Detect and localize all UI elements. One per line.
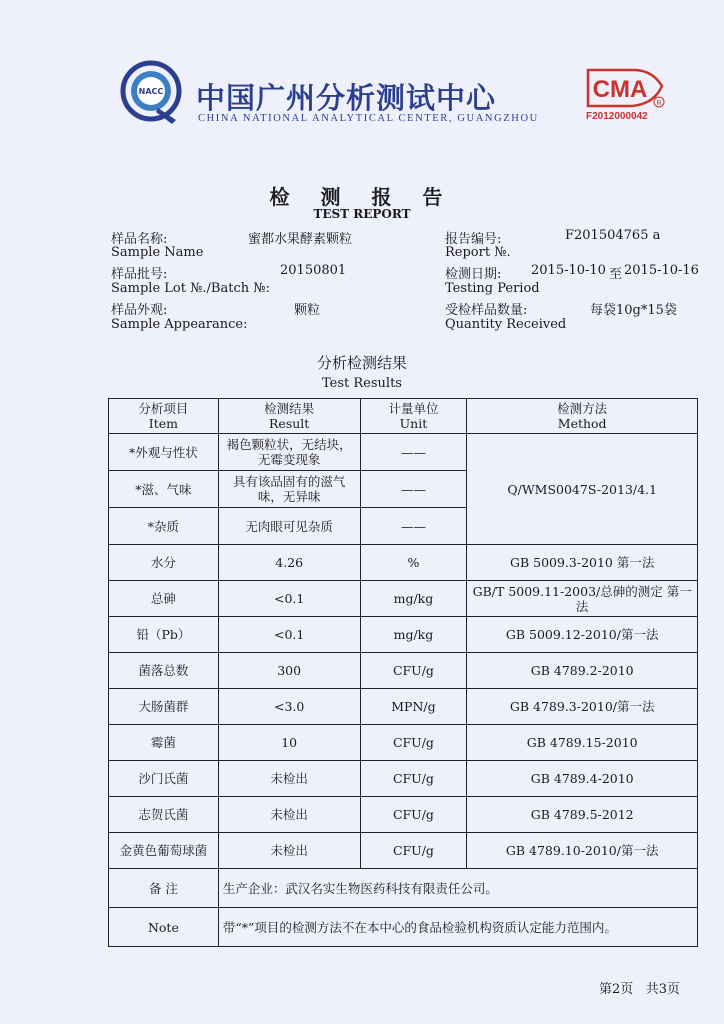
table-row <box>109 797 698 833</box>
cell-result: 300 <box>218 653 360 689</box>
results-title-cn: 分析检测结果 <box>316 354 407 372</box>
table-row <box>109 725 698 761</box>
cell-method: GB 4789.3-2010/第一法 <box>467 689 698 725</box>
results-title-en: Test Results <box>322 376 402 391</box>
cell-method: GB 4789.10-2010/第一法 <box>467 833 698 869</box>
table-header-row <box>109 399 698 434</box>
results-table <box>108 398 698 947</box>
header-method: 检测方法 Method <box>467 399 698 434</box>
cell-method-sensory: Q/WMS0047S-2013/4.1 <box>467 434 698 545</box>
cma-seal-icon <box>582 66 670 112</box>
org-name-cn: 中国广州分析测试中心 <box>196 81 497 115</box>
table-row <box>109 761 698 797</box>
note-label-en: Note <box>109 908 219 947</box>
report-no-label-en: Report №. <box>445 245 511 260</box>
cell-unit: MPN/g <box>360 689 467 725</box>
report-no-label-cn: 报告编号: <box>445 232 502 247</box>
cell-method: GB 4789.4-2010 <box>467 761 698 797</box>
cell-unit: CFU/g <box>360 653 467 689</box>
cell-result: 未检出 <box>218 833 360 869</box>
note-line1: 生产企业：武汉名实生物医药科技有限责任公司。 <box>218 869 697 908</box>
quantity-label-en: Quantity Received <box>445 317 567 332</box>
sample-name-value: 蜜都水果酵素颗粒 <box>248 232 353 247</box>
cell-item: 志贺氏菌 <box>109 797 219 833</box>
cell-unit: —— <box>360 508 467 545</box>
table-row <box>109 653 698 689</box>
page-current: 第2页 <box>599 982 634 997</box>
table-row <box>109 434 698 471</box>
cell-method: GB 4789.2-2010 <box>467 653 698 689</box>
cell-result: 具有该品固有的滋气 味，无异味 <box>218 471 360 508</box>
quantity-label-cn: 受检样品数量: <box>445 303 528 318</box>
cell-unit: —— <box>360 471 467 508</box>
cell-method: GB/T 5009.11-2003/总砷的测定 第一法 <box>467 581 698 617</box>
header-item: 分析项目 Item <box>109 399 219 434</box>
appearance-label-cn: 样品外观: <box>111 303 168 318</box>
cell-result: 未检出 <box>218 761 360 797</box>
org-name-en: CHINA NATIONAL ANALYTICAL CENTER, GUANGZHOU <box>198 113 539 124</box>
cell-item: 霉菌 <box>109 725 219 761</box>
report-no-value: F201504765 a <box>565 228 661 243</box>
cell-unit: mg/kg <box>360 581 467 617</box>
cell-result: 未检出 <box>218 797 360 833</box>
header-result: 检测结果 Result <box>218 399 360 434</box>
cell-method: GB 4789.5-2012 <box>467 797 698 833</box>
nacc-logo-icon <box>118 60 184 126</box>
cell-method: GB 4789.15-2010 <box>467 725 698 761</box>
quantity-value: 每袋10g*15袋 <box>590 303 677 318</box>
logo-text: NACC <box>138 87 164 96</box>
batch-label-en: Sample Lot №./Batch №: <box>111 281 270 296</box>
table-row <box>109 581 698 617</box>
cell-method: GB 5009.3-2010 第一法 <box>467 545 698 581</box>
table-row <box>109 833 698 869</box>
appearance-label-en: Sample Appearance: <box>111 317 248 332</box>
period-to: 至 <box>609 267 623 282</box>
cell-result: 10 <box>218 725 360 761</box>
cell-result: 褐色颗粒状，无结块， 无霉变现象 <box>218 434 360 471</box>
appearance-value: 颗粒 <box>294 303 321 318</box>
cell-item: *外观与性状 <box>109 434 219 471</box>
cell-result: 无肉眼可见杂质 <box>218 508 360 545</box>
cell-unit: CFU/g <box>360 761 467 797</box>
cell-unit: mg/kg <box>360 617 467 653</box>
batch-label-cn: 样品批号: <box>111 267 168 282</box>
batch-value: 20150801 <box>280 263 347 278</box>
note-row <box>109 869 698 908</box>
cell-unit: CFU/g <box>360 797 467 833</box>
svg-text:R: R <box>656 100 662 107</box>
period-end: 2015-10-16 <box>624 263 699 278</box>
cma-text: CMA <box>592 76 648 103</box>
cell-item: 总砷 <box>109 581 219 617</box>
note-line2: 带“*”项目的检测方法不在本中心的食品检验机构资质认定能力范围内。 <box>218 908 697 947</box>
report-title-cn: 检 测 报 告 <box>269 185 455 209</box>
note-row <box>109 908 698 947</box>
cell-item: 大肠菌群 <box>109 689 219 725</box>
header-unit: 计量单位 Unit <box>360 399 467 434</box>
period-label-en: Testing Period <box>445 281 540 296</box>
sample-name-label-cn: 样品名称: <box>111 232 168 247</box>
period-label-cn: 检测日期: <box>445 267 502 282</box>
cell-unit: —— <box>360 434 467 471</box>
cell-item: *滋、气味 <box>109 471 219 508</box>
page-total: 共3页 <box>645 982 680 997</box>
page-number <box>599 978 680 997</box>
note-label-cn: 备 注 <box>109 869 219 908</box>
report-title-en: TEST REPORT <box>313 207 411 221</box>
cell-result: <3.0 <box>218 689 360 725</box>
cma-number: F2012000042 <box>586 111 648 122</box>
cell-item: 菌落总数 <box>109 653 219 689</box>
cell-item: 金黄色葡萄球菌 <box>109 833 219 869</box>
cell-method: GB 5009.12-2010/第一法 <box>467 617 698 653</box>
cell-item: 铅（Pb） <box>109 617 219 653</box>
cell-item: 水分 <box>109 545 219 581</box>
cell-unit: % <box>360 545 467 581</box>
cell-result: 4.26 <box>218 545 360 581</box>
table-row <box>109 617 698 653</box>
cell-item: *杂质 <box>109 508 219 545</box>
cell-result: <0.1 <box>218 581 360 617</box>
cell-unit: CFU/g <box>360 725 467 761</box>
sample-name-label-en: Sample Name <box>111 245 204 260</box>
cell-item: 沙门氏菌 <box>109 761 219 797</box>
cell-unit: CFU/g <box>360 833 467 869</box>
period-start: 2015-10-10 <box>531 263 606 278</box>
table-row <box>109 689 698 725</box>
cell-result: <0.1 <box>218 617 360 653</box>
table-row <box>109 545 698 581</box>
